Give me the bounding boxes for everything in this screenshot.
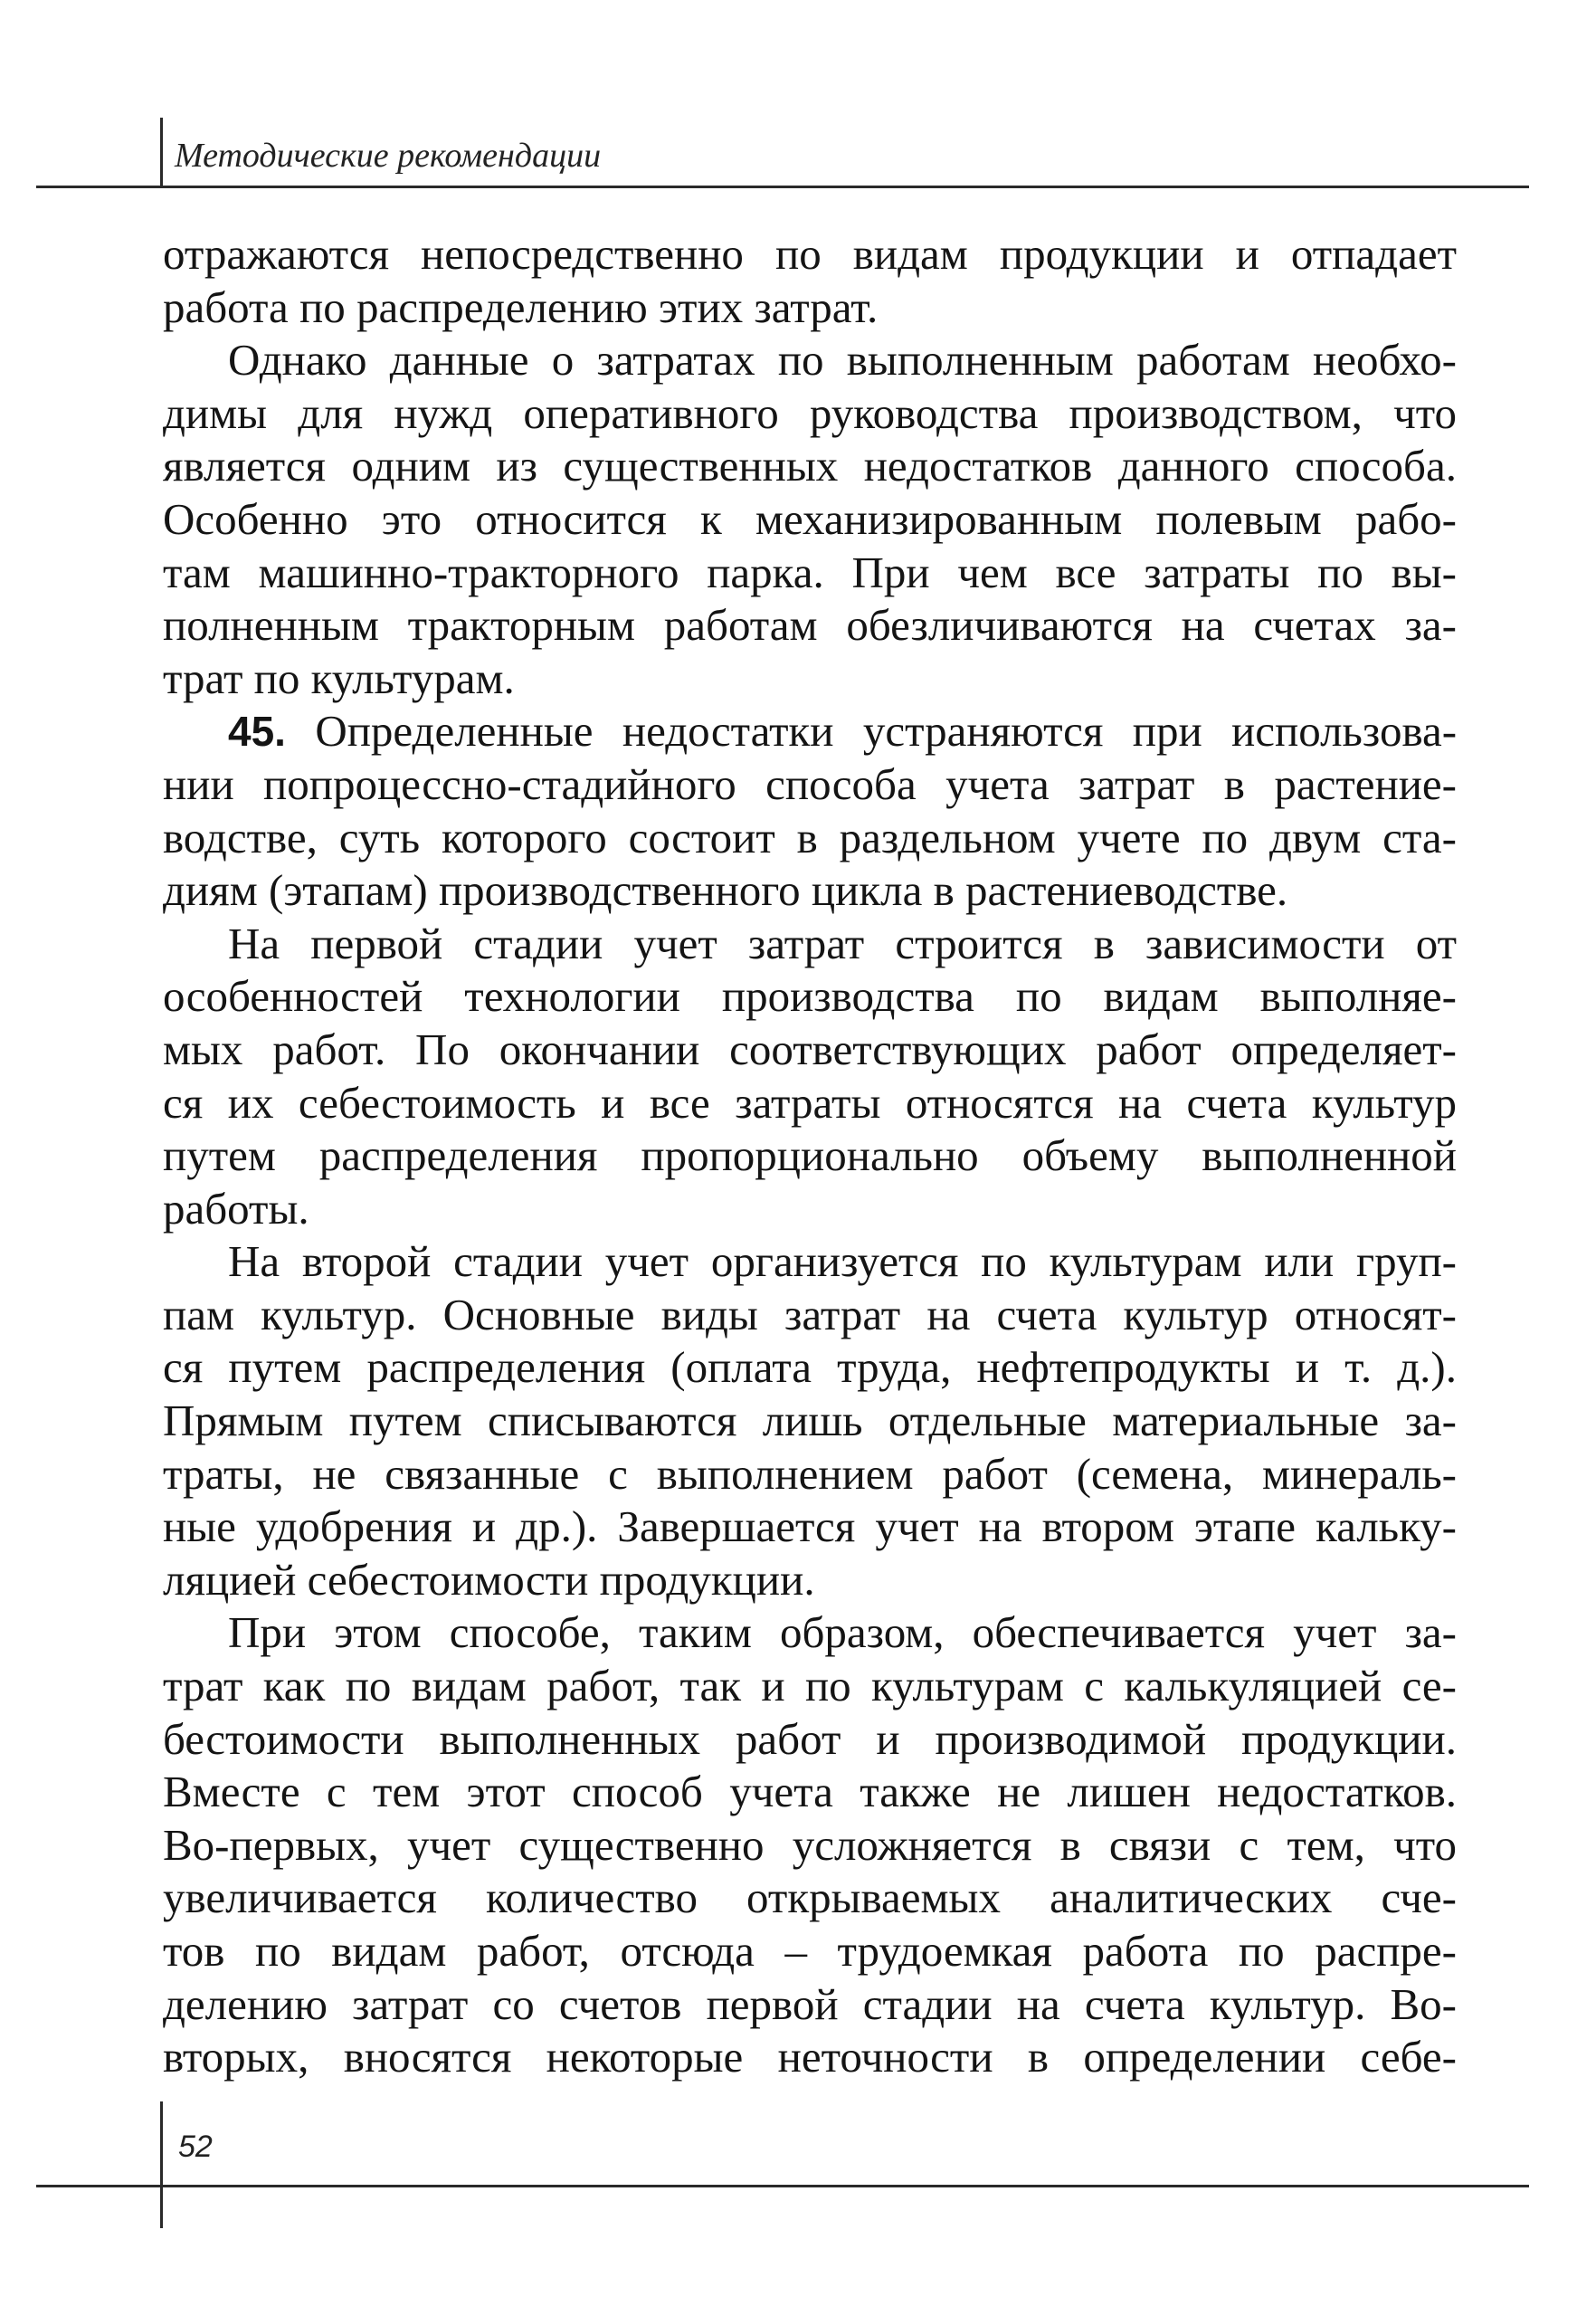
text-line: ся путем распределения (оплата труда, нефтепродукты и т. д.). bbox=[163, 1342, 1457, 1393]
text-line: водстве, суть которого состоит в раздельном учете по двум ста- bbox=[163, 812, 1457, 862]
text-line: там машинно-тракторного парка. При чем все затраты по вы- bbox=[163, 547, 1457, 597]
running-title: Методические рекомендации bbox=[175, 137, 602, 175]
text-line: ся их себестоимость и все затраты относятся на счета культур bbox=[163, 1077, 1457, 1128]
footer-horizontal-rule bbox=[36, 2185, 1529, 2187]
numbered-paragraph-line bbox=[163, 705, 1457, 758]
text-line: работа по распределению этих затрат. bbox=[163, 281, 879, 332]
text-line: отражаются непосредственно по видам продукции и отпадает bbox=[163, 229, 1457, 279]
text-line: является одним из существенных недостатков данного способа. bbox=[163, 441, 1457, 491]
text-line: Определенные недостатки устраняются при использова- bbox=[315, 706, 1458, 757]
text-line: Во-первых, учет существенно усложняется в связи с тем, что bbox=[163, 1819, 1457, 1870]
text-line: работы. bbox=[163, 1183, 309, 1234]
text-line: Прямым путем списываются лишь отдельные материальные за- bbox=[163, 1396, 1457, 1446]
paragraph-number: 45. bbox=[228, 708, 286, 756]
text-line: ляцией себестоимости продукции. bbox=[163, 1554, 815, 1605]
text-line: полненным тракторным работам обезличиваются на счетах за- bbox=[163, 600, 1457, 651]
text-line: Вместе с тем этот способ учета также не лишен недостатков. bbox=[163, 1767, 1457, 1817]
header-horizontal-rule bbox=[36, 186, 1529, 188]
page-number: 52 bbox=[178, 2130, 213, 2164]
text-line: путем распределения пропорционально объему выполненной bbox=[163, 1130, 1457, 1181]
text-line: трат как по видам работ, так и по культурам с калькуляцией се- bbox=[163, 1661, 1457, 1711]
text-line: траты, не связанные с выполнением работ (семена, минераль- bbox=[163, 1448, 1457, 1499]
text-line: нии попроцессно-стадийного способа учета затрат в растение- bbox=[163, 758, 1457, 809]
text-line: тов по видам работ, отсюда – трудоемкая работа по распре- bbox=[163, 1926, 1457, 1976]
text-line: трат по культурам. bbox=[163, 653, 515, 703]
text-line: ные удобрения и др.). Завершается учет на втором этапе кальку- bbox=[163, 1501, 1457, 1552]
text-line: увеличивается количество открываемых аналитических сче- bbox=[163, 1872, 1457, 1923]
text-line: Особенно это относится к механизированным полевым рабо- bbox=[163, 493, 1457, 544]
text-line: особенностей технологии производства по видам выполняе- bbox=[163, 971, 1457, 1022]
text-line: вторых, вносятся некоторые неточности в определении себе- bbox=[163, 2032, 1457, 2082]
text-line: пам культур. Основные виды затрат на счета культур относят- bbox=[163, 1289, 1457, 1339]
body-text bbox=[163, 228, 1457, 2084]
text-line: димы для нужд оперативного руководства производством, что bbox=[163, 387, 1457, 438]
text-line: бестоимости выполненных работ и производимой продукции. bbox=[163, 1713, 1457, 1764]
text-line: мых работ. По окончании соответствующих работ определяет- bbox=[163, 1024, 1457, 1074]
text-line: При этом способе, таким образом, обеспечивается учет за- bbox=[228, 1607, 1457, 1658]
header-vertical-rule bbox=[160, 118, 163, 188]
text-line: делению затрат со счетов первой стадии на счета культур. Во- bbox=[163, 1978, 1457, 2029]
text-line: На первой стадии учет затрат строится в зависимости от bbox=[228, 918, 1457, 968]
text-line: Однако данные о затратах по выполненным работам необхо- bbox=[228, 335, 1457, 386]
footer-vertical-rule bbox=[160, 2101, 163, 2228]
text-line: диям (этапам) производственного цикла в растениеводстве. bbox=[163, 865, 1288, 916]
text-line: На второй стадии учет организуется по культурам или груп- bbox=[228, 1236, 1457, 1287]
running-header bbox=[0, 0, 1596, 199]
